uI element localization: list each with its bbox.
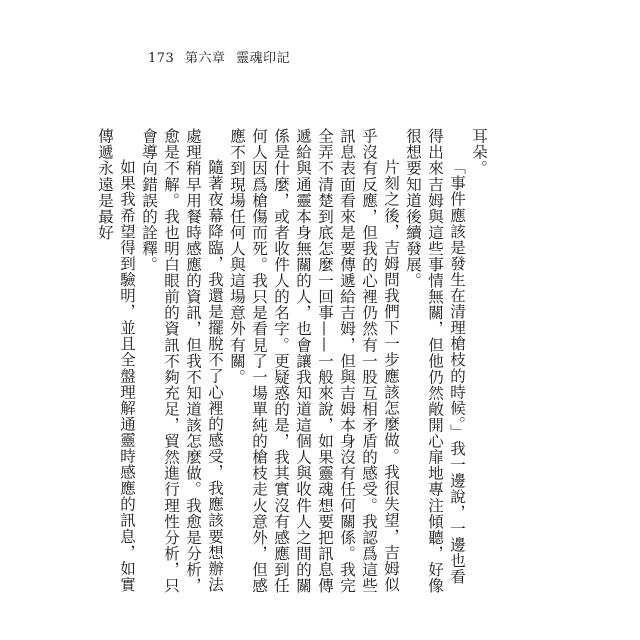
running-header bbox=[148, 47, 290, 66]
chapter-label: 第六章 bbox=[184, 51, 226, 66]
body-text bbox=[94, 128, 490, 598]
paragraph: 如果我希望得到驗明，並且全盤理解通靈時感應的訊息，如實傳遞永遠是最好 bbox=[96, 128, 136, 593]
page-number: 173 bbox=[148, 51, 175, 66]
chapter-title: 靈魂印記 bbox=[236, 51, 291, 66]
paragraph: 「事件應該是發生在清理槍枝的時候。」我一邊說，一邊也看得出來吉姆與這些事情無關，但他仍然敞開心扉地專注傾聽，好像很想要知道後續發展。 bbox=[404, 128, 466, 594]
paragraph: 片刻之後，吉姆問我們下一步應該怎麼做。我很失望，吉姆似乎沒有反應，但我的心裡仍然有一股互相矛盾的感受。我認爲這些訊息表面看來是要傳遞給吉姆，但與吉姆本身沒有任何關係。我完全弄不清楚到底怎麼一回事——一般來說，如果靈魂想要把訊息傳遞給與通靈本身無關的人，也會讓我知道這個人與收件人之間的關係是什麼，或者收件人的名字。更疑惑的是，我其實沒有感應到任何人因爲槍傷而死。我只是看見了一場單純的槍枝走火意外，但感應不到現場任何人與這場意外有關。 bbox=[228, 128, 400, 594]
paragraph: 隨著夜幕降臨，我還是擺脫不了心裡的感受，我應該要想辦法處理稍早用餐時感應的資訊，但我不知道該怎麼做。我愈是分析，愈是不解。我也明白眼前的資訊不夠充足，貿然進行理性分析，只會導向錯誤的詮釋。 bbox=[140, 128, 224, 594]
paragraph: 耳朵。 bbox=[470, 128, 488, 177]
